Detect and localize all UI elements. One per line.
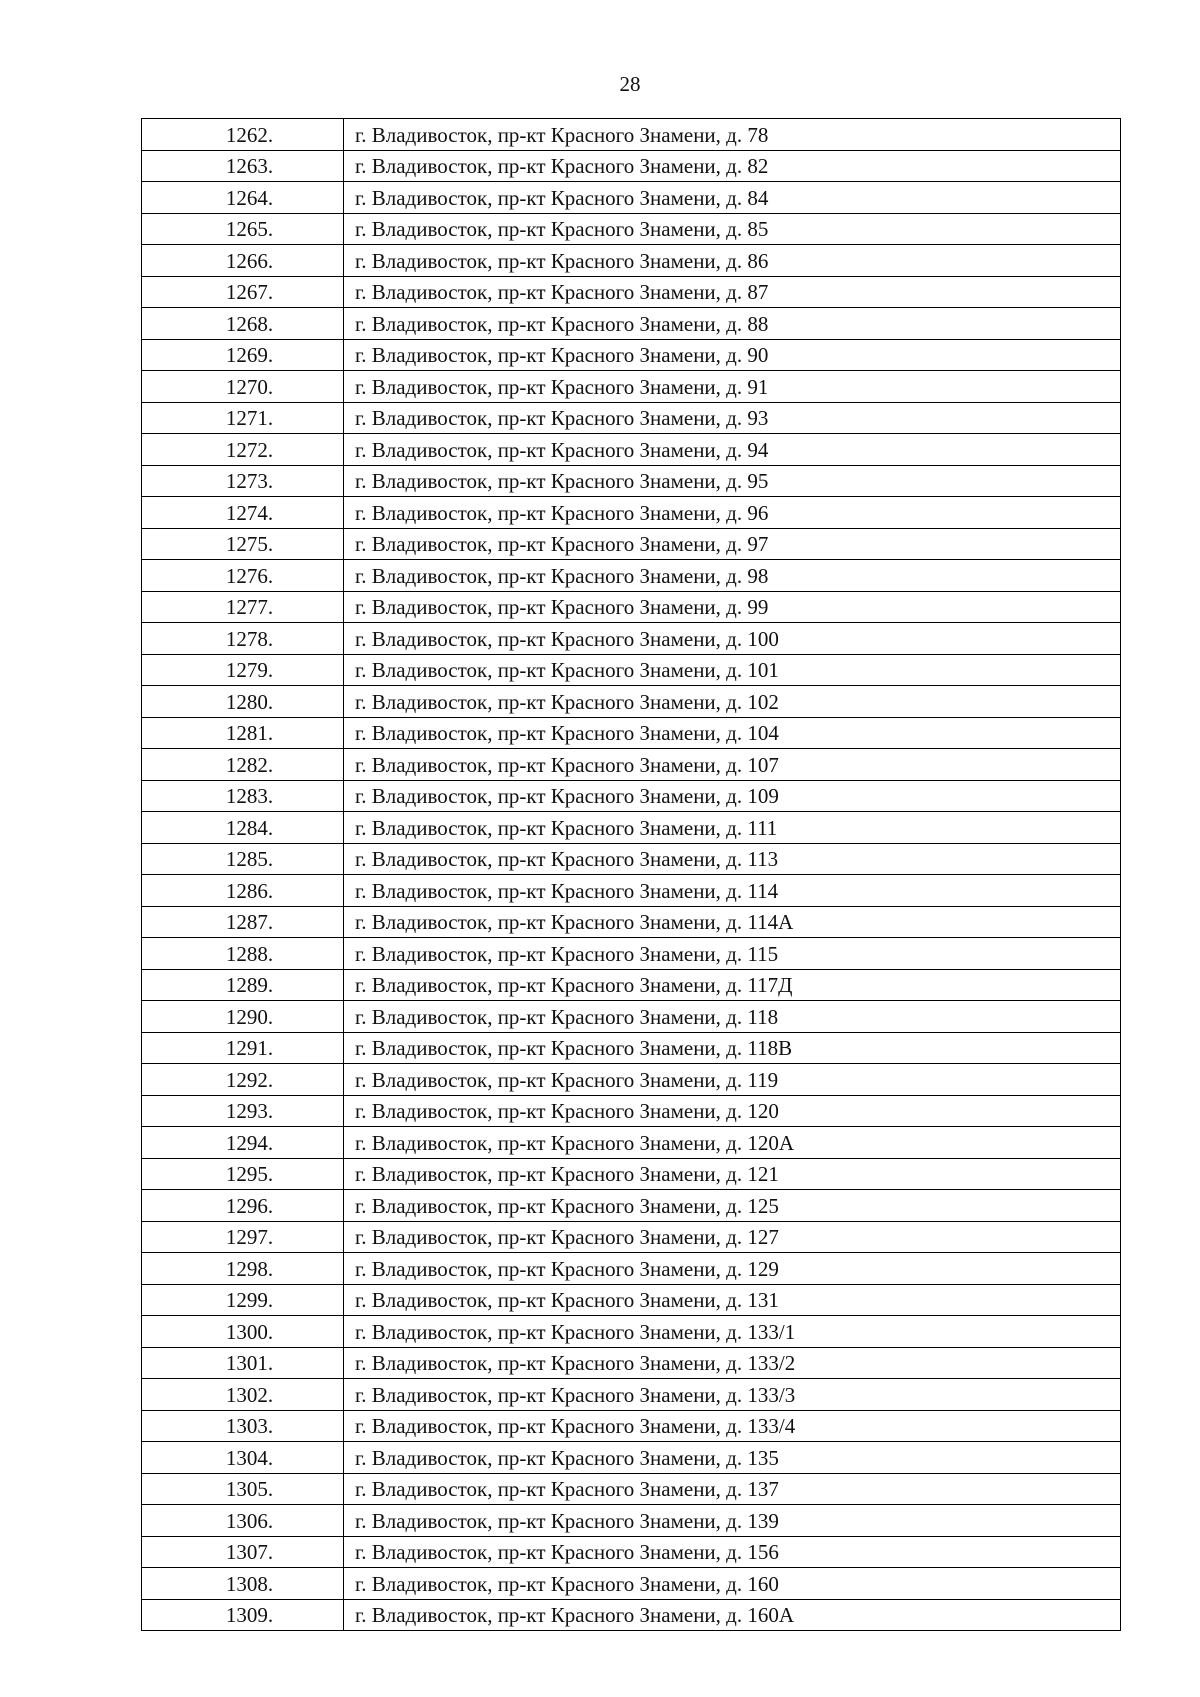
row-number: 1271. xyxy=(225,406,274,430)
table-row xyxy=(142,402,1121,434)
table-row xyxy=(142,1190,1121,1222)
row-address: г. Владивосток, пр-кт Красного Знамени, д. 118 xyxy=(344,1001,1121,1033)
row-number: 1278. xyxy=(225,626,274,651)
row-number-cell xyxy=(142,1064,344,1096)
row-number-cell xyxy=(142,371,344,403)
table-row xyxy=(142,560,1121,592)
row-number: 1300. xyxy=(225,1319,274,1344)
row-number: 1295. xyxy=(225,1162,274,1186)
row-address: г. Владивосток, пр-кт Красного Знамени, д. 133/2 xyxy=(344,1347,1121,1379)
row-address: г. Владивосток, пр-кт Красного Знамени, д. 102 xyxy=(344,686,1121,718)
row-number: 1270. xyxy=(225,374,274,399)
row-number-cell xyxy=(142,528,344,560)
row-address: г. Владивосток, пр-кт Красного Знамени, д. 119 xyxy=(344,1064,1121,1096)
table-row xyxy=(142,339,1121,371)
row-address: г. Владивосток, пр-кт Красного Знамени, д. 91 xyxy=(344,371,1121,403)
row-address: г. Владивосток, пр-кт Красного Знамени, д. 131 xyxy=(344,1284,1121,1316)
row-number: 1275. xyxy=(225,532,274,556)
row-number: 1263. xyxy=(225,154,274,178)
row-address: г. Владивосток, пр-кт Красного Знамени, д. 94 xyxy=(344,434,1121,466)
row-number-cell xyxy=(142,1032,344,1064)
row-address: г. Владивосток, пр-кт Красного Знамени, д. 107 xyxy=(344,749,1121,781)
address-table-body xyxy=(142,119,1121,1631)
table-row xyxy=(142,780,1121,812)
table-row xyxy=(142,276,1121,308)
table-row xyxy=(142,875,1121,907)
row-address: г. Владивосток, пр-кт Красного Знамени, д. 99 xyxy=(344,591,1121,623)
row-number-cell xyxy=(142,654,344,686)
row-address: г. Владивосток, пр-кт Красного Знамени, д. 93 xyxy=(344,402,1121,434)
row-address: г. Владивосток, пр-кт Красного Знамени, д. 87 xyxy=(344,276,1121,308)
row-address: г. Владивосток, пр-кт Красного Знамени, д. 95 xyxy=(344,465,1121,497)
row-address: г. Владивосток, пр-кт Красного Знамени, д. 129 xyxy=(344,1253,1121,1285)
row-number: 1276. xyxy=(225,563,274,588)
row-number-cell xyxy=(142,1473,344,1505)
row-number-cell xyxy=(142,591,344,623)
row-number-cell xyxy=(142,150,344,182)
row-address: г. Владивосток, пр-кт Красного Знамени, д. 160А xyxy=(344,1599,1121,1631)
row-number-cell xyxy=(142,465,344,497)
row-number: 1301. xyxy=(225,1351,274,1375)
row-number: 1274. xyxy=(225,500,274,525)
row-number-cell xyxy=(142,560,344,592)
row-number-cell xyxy=(142,119,344,151)
table-row xyxy=(142,654,1121,686)
row-number-cell xyxy=(142,1253,344,1285)
table-row xyxy=(142,1158,1121,1190)
row-number-cell xyxy=(142,1095,344,1127)
row-number-cell xyxy=(142,686,344,718)
row-address: г. Владивосток, пр-кт Красного Знамени, д. 114 xyxy=(344,875,1121,907)
table-row xyxy=(142,1379,1121,1411)
row-number: 1297. xyxy=(225,1225,274,1249)
row-number-cell xyxy=(142,497,344,529)
table-row xyxy=(142,465,1121,497)
row-number: 1304. xyxy=(225,1445,274,1470)
row-number-cell xyxy=(142,1221,344,1253)
row-number: 1307. xyxy=(225,1540,274,1564)
table-row xyxy=(142,1442,1121,1474)
row-address: г. Владивосток, пр-кт Красного Знамени, д. 86 xyxy=(344,245,1121,277)
row-number: 1272. xyxy=(225,437,274,462)
table-row xyxy=(142,119,1121,151)
table-row xyxy=(142,1410,1121,1442)
table-row xyxy=(142,434,1121,466)
row-address: г. Владивосток, пр-кт Красного Знамени, д. 133/4 xyxy=(344,1410,1121,1442)
table-row xyxy=(142,749,1121,781)
row-number-cell xyxy=(142,245,344,277)
row-address: г. Владивосток, пр-кт Красного Знамени, д. 139 xyxy=(344,1505,1121,1537)
table-row xyxy=(142,371,1121,403)
row-number-cell xyxy=(142,1379,344,1411)
row-address: г. Владивосток, пр-кт Красного Знамени, д. 121 xyxy=(344,1158,1121,1190)
row-number: 1299. xyxy=(225,1288,274,1312)
row-number: 1281. xyxy=(225,721,274,745)
page-number: 28 xyxy=(619,72,641,96)
table-row xyxy=(142,150,1121,182)
row-number-cell xyxy=(142,276,344,308)
row-address: г. Владивосток, пр-кт Красного Знамени, д. 97 xyxy=(344,528,1121,560)
row-number-cell xyxy=(142,623,344,655)
row-number: 1294. xyxy=(225,1130,274,1155)
address-table xyxy=(141,118,1121,1631)
table-row xyxy=(142,497,1121,529)
row-number-cell xyxy=(142,1001,344,1033)
row-number: 1287. xyxy=(225,910,274,934)
row-number: 1306. xyxy=(225,1508,274,1533)
row-number-cell xyxy=(142,749,344,781)
row-address: г. Владивосток, пр-кт Красного Знамени, д. 135 xyxy=(344,1442,1121,1474)
row-number-cell xyxy=(142,1347,344,1379)
row-number: 1268. xyxy=(225,311,274,336)
row-number: 1262. xyxy=(225,122,274,147)
row-number-cell xyxy=(142,1127,344,1159)
row-address: г. Владивосток, пр-кт Красного Знамени, д. 88 xyxy=(344,308,1121,340)
row-address: г. Владивосток, пр-кт Красного Знамени, д. 101 xyxy=(344,654,1121,686)
row-number-cell xyxy=(142,938,344,970)
row-number-cell xyxy=(142,969,344,1001)
row-number: 1292. xyxy=(225,1067,274,1092)
table-row xyxy=(142,182,1121,214)
row-address: г. Владивосток, пр-кт Красного Знамени, д. 111 xyxy=(344,812,1121,844)
table-row xyxy=(142,1221,1121,1253)
row-address: г. Владивосток, пр-кт Красного Знамени, д. 118В xyxy=(344,1032,1121,1064)
row-number: 1286. xyxy=(225,878,274,903)
row-number: 1283. xyxy=(225,784,274,808)
row-address: г. Владивосток, пр-кт Красного Знамени, д. 120 xyxy=(344,1095,1121,1127)
row-number: 1305. xyxy=(225,1477,274,1501)
table-row xyxy=(142,1127,1121,1159)
row-number-cell xyxy=(142,780,344,812)
row-address: г. Владивосток, пр-кт Красного Знамени, д. 96 xyxy=(344,497,1121,529)
row-number: 1309. xyxy=(225,1603,274,1627)
row-number-cell xyxy=(142,308,344,340)
row-address: г. Владивосток, пр-кт Красного Знамени, д. 82 xyxy=(344,150,1121,182)
table-row xyxy=(142,906,1121,938)
table-row xyxy=(142,1505,1121,1537)
table-row xyxy=(142,969,1121,1001)
row-address: г. Владивосток, пр-кт Красного Знамени, д. 127 xyxy=(344,1221,1121,1253)
row-number: 1273. xyxy=(225,469,274,493)
table-row xyxy=(142,686,1121,718)
table-row xyxy=(142,1568,1121,1600)
row-number: 1290. xyxy=(225,1004,274,1029)
table-row xyxy=(142,812,1121,844)
table-row xyxy=(142,213,1121,245)
table-row xyxy=(142,1095,1121,1127)
table-row xyxy=(142,938,1121,970)
row-address: г. Владивосток, пр-кт Красного Знамени, д. 156 xyxy=(344,1536,1121,1568)
row-number-cell xyxy=(142,717,344,749)
row-number: 1285. xyxy=(225,847,274,871)
table-row xyxy=(142,308,1121,340)
row-number: 1269. xyxy=(225,343,274,367)
table-row xyxy=(142,1064,1121,1096)
row-number: 1284. xyxy=(225,815,274,840)
table-row xyxy=(142,245,1121,277)
row-number-cell xyxy=(142,812,344,844)
row-number-cell xyxy=(142,339,344,371)
row-address: г. Владивосток, пр-кт Красного Знамени, д. 104 xyxy=(344,717,1121,749)
row-number-cell xyxy=(142,402,344,434)
row-number: 1302. xyxy=(225,1382,274,1407)
table-row xyxy=(142,1347,1121,1379)
row-address: г. Владивосток, пр-кт Красного Знамени, д. 115 xyxy=(344,938,1121,970)
row-number-cell xyxy=(142,1316,344,1348)
row-number-cell xyxy=(142,1442,344,1474)
row-address: г. Владивосток, пр-кт Красного Знамени, д. 113 xyxy=(344,843,1121,875)
row-number: 1289. xyxy=(225,973,274,997)
row-number-cell xyxy=(142,875,344,907)
row-number: 1291. xyxy=(225,1036,274,1060)
row-number-cell xyxy=(142,182,344,214)
row-number-cell xyxy=(142,1599,344,1631)
row-number-cell xyxy=(142,434,344,466)
row-address: г. Владивосток, пр-кт Красного Знамени, д. 125 xyxy=(344,1190,1121,1222)
row-number-cell xyxy=(142,213,344,245)
table-row xyxy=(142,591,1121,623)
row-address: г. Владивосток, пр-кт Красного Знамени, д. 137 xyxy=(344,1473,1121,1505)
row-number-cell xyxy=(142,1284,344,1316)
row-address: г. Владивосток, пр-кт Красного Знамени, д. 78 xyxy=(344,119,1121,151)
table-row xyxy=(142,623,1121,655)
row-number: 1265. xyxy=(225,217,274,241)
row-number-cell xyxy=(142,1158,344,1190)
row-number: 1293. xyxy=(225,1099,274,1123)
row-address: г. Владивосток, пр-кт Красного Знамени, д. 117Д xyxy=(344,969,1121,1001)
row-number-cell xyxy=(142,1410,344,1442)
row-address: г. Владивосток, пр-кт Красного Знамени, д. 90 xyxy=(344,339,1121,371)
row-address: г. Владивосток, пр-кт Красного Знамени, д. 120А xyxy=(344,1127,1121,1159)
table-row xyxy=(142,1001,1121,1033)
row-address: г. Владивосток, пр-кт Красного Знамени, д. 133/1 xyxy=(344,1316,1121,1348)
table-row xyxy=(142,1316,1121,1348)
row-number: 1277. xyxy=(225,595,274,619)
row-number-cell xyxy=(142,1536,344,1568)
row-address: г. Владивосток, пр-кт Красного Знамени, д. 100 xyxy=(344,623,1121,655)
row-number: 1296. xyxy=(225,1193,274,1218)
row-number-cell xyxy=(142,1505,344,1537)
row-number: 1266. xyxy=(225,248,274,273)
row-number-cell xyxy=(142,1568,344,1600)
table-row xyxy=(142,843,1121,875)
row-number: 1279. xyxy=(225,658,274,682)
table-row xyxy=(142,717,1121,749)
row-number: 1298. xyxy=(225,1256,274,1281)
table-row xyxy=(142,528,1121,560)
row-address: г. Владивосток, пр-кт Красного Знамени, д. 109 xyxy=(344,780,1121,812)
table-row xyxy=(142,1536,1121,1568)
row-number: 1288. xyxy=(225,941,274,966)
row-address: г. Владивосток, пр-кт Красного Знамени, д. 160 xyxy=(344,1568,1121,1600)
table-row xyxy=(142,1284,1121,1316)
row-number-cell xyxy=(142,906,344,938)
row-address: г. Владивосток, пр-кт Красного Знамени, д. 133/3 xyxy=(344,1379,1121,1411)
table-row xyxy=(142,1253,1121,1285)
table-row xyxy=(142,1473,1121,1505)
row-number: 1264. xyxy=(225,185,274,210)
table-row xyxy=(142,1599,1121,1631)
row-number: 1308. xyxy=(225,1571,274,1596)
row-address: г. Владивосток, пр-кт Красного Знамени, д. 114А xyxy=(344,906,1121,938)
row-number: 1280. xyxy=(225,689,274,714)
row-number: 1282. xyxy=(225,752,274,777)
row-number-cell xyxy=(142,1190,344,1222)
row-address: г. Владивосток, пр-кт Красного Знамени, д. 98 xyxy=(344,560,1121,592)
row-number-cell xyxy=(142,843,344,875)
row-address: г. Владивосток, пр-кт Красного Знамени, д. 85 xyxy=(344,213,1121,245)
table-row xyxy=(142,1032,1121,1064)
row-address: г. Владивосток, пр-кт Красного Знамени, д. 84 xyxy=(344,182,1121,214)
row-number: 1303. xyxy=(225,1414,274,1438)
row-number: 1267. xyxy=(225,280,274,304)
